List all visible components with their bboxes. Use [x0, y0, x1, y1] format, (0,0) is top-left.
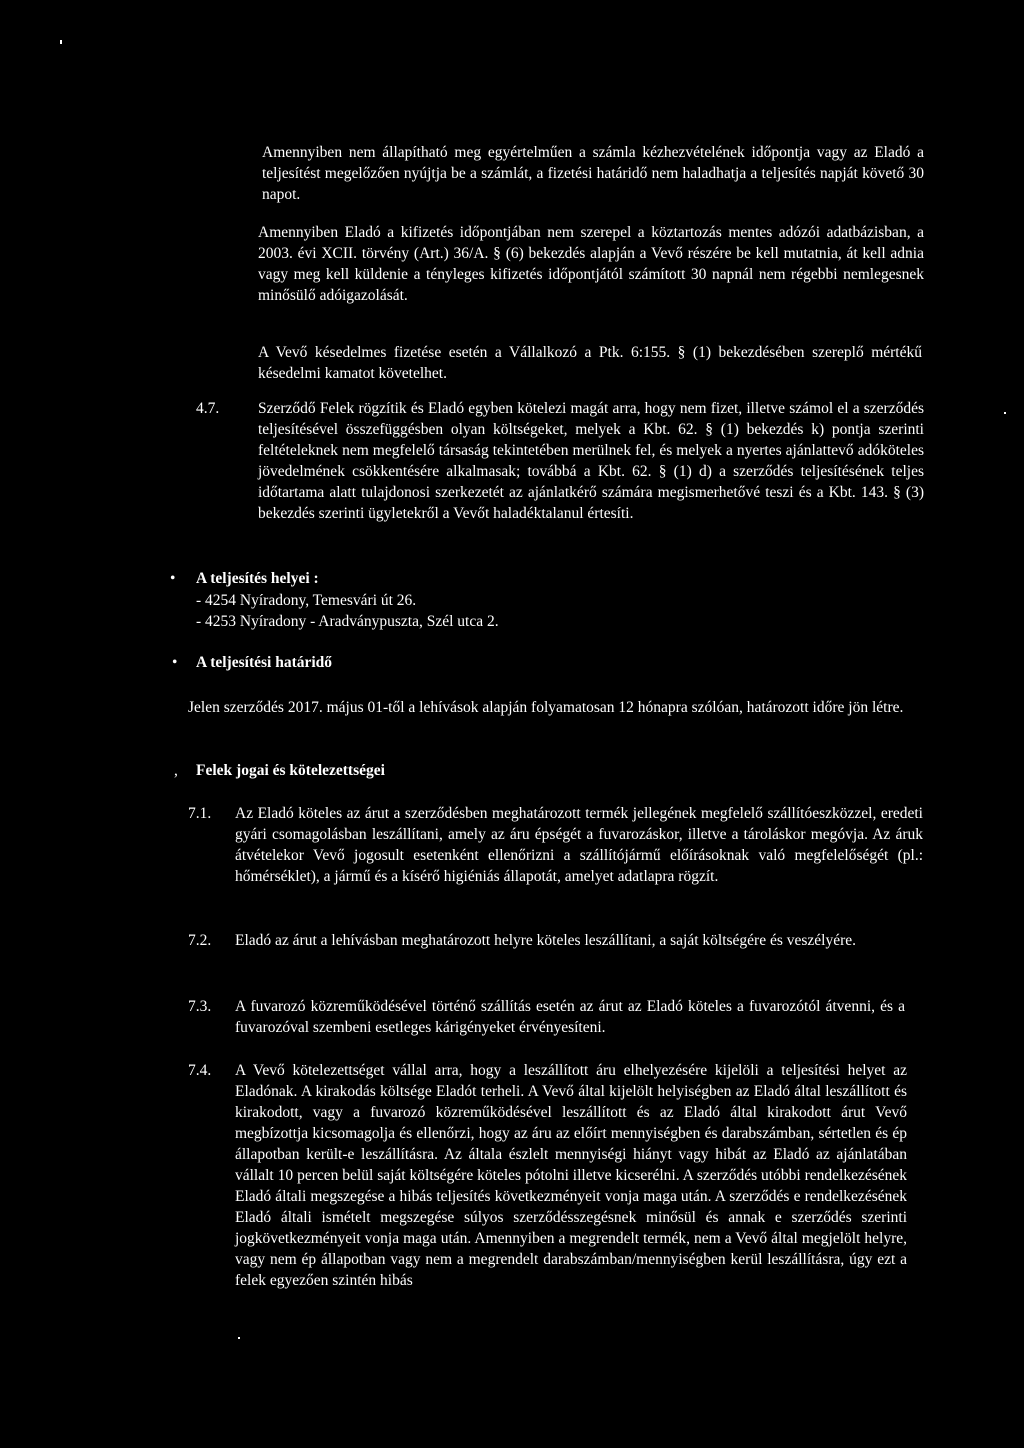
paragraph-payment-date	[262, 142, 924, 205]
scan-mark	[1004, 412, 1006, 414]
section-7-3-text	[235, 996, 905, 1038]
section-number: 4.7.	[196, 400, 220, 417]
section-text: A fuvarozó közreműködésével történő szállítás esetén az árut az Eladó köteles a fuvarozótól átvenni, és a fuvarozóval szembeni esetleges kárigényeket érvényesíteni.	[235, 998, 905, 1036]
paragraph-text: A Vevő késedelmes fizetése esetén a Vállalkozó a Ptk. 6:155. § (1) bekezdésében szereplő mértékű késedelmi kamatot követelhet.	[258, 344, 922, 382]
section-number: 7.1.	[188, 805, 212, 822]
section-7-4-text	[235, 1060, 907, 1291]
paragraph-late-interest	[258, 342, 922, 384]
deadline-text	[188, 697, 923, 718]
places-list	[196, 590, 696, 632]
places-bullet: •	[170, 570, 176, 587]
section-text: Szerződő Felek rögzítik és Eladó egyben kötelezi magát arra, hogy nem fizet, illetve számol el a szerződés teljesítésével összefüggésben olyan költségeket, melyek a Kbt. 62. § (1) bekezdés k) pontja szerinti feltételeknek nem megfelelő társaság tekintetében merülnek fel, és melyek a nyertes ajánlattevő adóköteles jövedelmének csökkentésére alkalmasak; továbbá a Kbt. 62. § (1) d) a szerződés teljesítésének teljes időtartama alatt tulajdonosi szerkezetét az ajánlatkérő számára megismerhetővé teszi és a Kbt. 143. § (3) bekezdés szerinti ügyletekről a Vevőt haladéktalanul értesíti.	[258, 400, 924, 522]
section-number: 7.3.	[188, 998, 212, 1015]
paragraph-text: Amennyiben Eladó a kifizetés időpontjában nem szerepel a köztartozás mentes adózói adatbázisban, a 2003. évi XCII. törvény (Art.) 36/A. § (6) bekezdés alapján a Vevő részére be kell mutatnia, át kell adnia vagy meg kell küldenie a tényleges kifizetés időpontjától számított 30 napnál nem régebbi nemlegesnek minősülő adóigazolását.	[258, 224, 924, 304]
places-heading: A teljesítés helyei :	[196, 570, 319, 587]
deadline-heading: A teljesítési határidő	[196, 654, 333, 671]
rights-heading: Felek jogai és kötelezettségei	[196, 762, 385, 779]
deadline-paragraph: Jelen szerződés 2017. május 01-től a lehívások alapján folyamatosan 12 hónapra szólóan, határozott időre jön létre.	[188, 699, 904, 716]
section-7-1-text	[235, 803, 923, 887]
section-4-7-text	[258, 398, 924, 524]
section-text: Eladó az árut a lehívásban meghatározott helyre köteles leszállítani, a saját költségére és veszélyére.	[235, 932, 857, 949]
section-text: A Vevő kötelezettséget vállal arra, hogy a leszállított áru elhelyezésére kijelöli a teljesítési helyet az Eladónak. A kirakodás költsége Eladót terheli. A Vevő által kijelölt helyiségben az Eladó által leszállított és kirakodott, vagy a fuvarozó közreműködésével leszállított és az Eladó által kirakodott árut Vevő megbízottja kicsomagolja és ellenőrzi, hogy az áru az előírt mennyiségben és darabszámban, sértetlen és ép állapotban került-e leszállításra. Az általa észlelt mennyiségi hiányt vagy hibát az Eladó az ajánlatában vállalt 10 percen belül saját költségére köteles pótolni illetve kicserélni. A szerződés utóbbi rendelkezésének Eladó általi megszegése a hibás teljesítés következményeit vonja maga után. A szerződés e rendelkezésének Eladó általi ismételt megszegése súlyos szerződésszegésnek minősül és annak e szerződés szerinti jogkövetkezményeit vonja maga után. Amennyiben a megrendelt termék, nem a Vevő által megjelölt helyre, vagy nem ép állapotban vagy nem a megrendelt darabszámban/mennyiségben kerül leszállításra, úgy ezt a felek egyezően szintén hibás	[235, 1062, 907, 1289]
paragraph-tax-certificate	[258, 222, 924, 306]
section-number: 7.2.	[188, 932, 212, 949]
section-text: Az Eladó köteles az árut a szerződésben meghatározott termék jellegének megfelelő szállítóeszközzel, eredeti gyári csomagolásban leszállítani, amely az áru épségét a fuvarozáskor, illetve a tároláskor megóvja. Az áruk átvételekor Vevő jogosult esetenként ellenőrizni a szállítójármű előírásoknak való megfelelőségét (pl.: hőmérséklet), a jármű és a kísérő higiéniás állapotát, amelyet adatlapra rögzít.	[235, 805, 923, 885]
scan-mark	[238, 1337, 240, 1339]
deadline-bullet: •	[172, 654, 178, 671]
section-7-2-text	[235, 930, 907, 951]
scan-mark	[60, 40, 62, 44]
section-number: 7.4.	[188, 1062, 212, 1079]
rights-bullet: ,	[174, 762, 178, 779]
paragraph-text: Amennyiben nem állapítható meg egyértelműen a számla kézhezvételének időpontja vagy az Eladó a teljesítést megelőzően nyújtja be a számlát, a fizetési határidő nem haladhatja a teljesítés napját követő 30 napot.	[262, 144, 924, 203]
place-item: - 4254 Nyíradony, Temesvári út 26.	[196, 592, 417, 609]
place-item: - 4253 Nyíradony - Aradványpuszta, Szél utca 2.	[196, 613, 499, 630]
